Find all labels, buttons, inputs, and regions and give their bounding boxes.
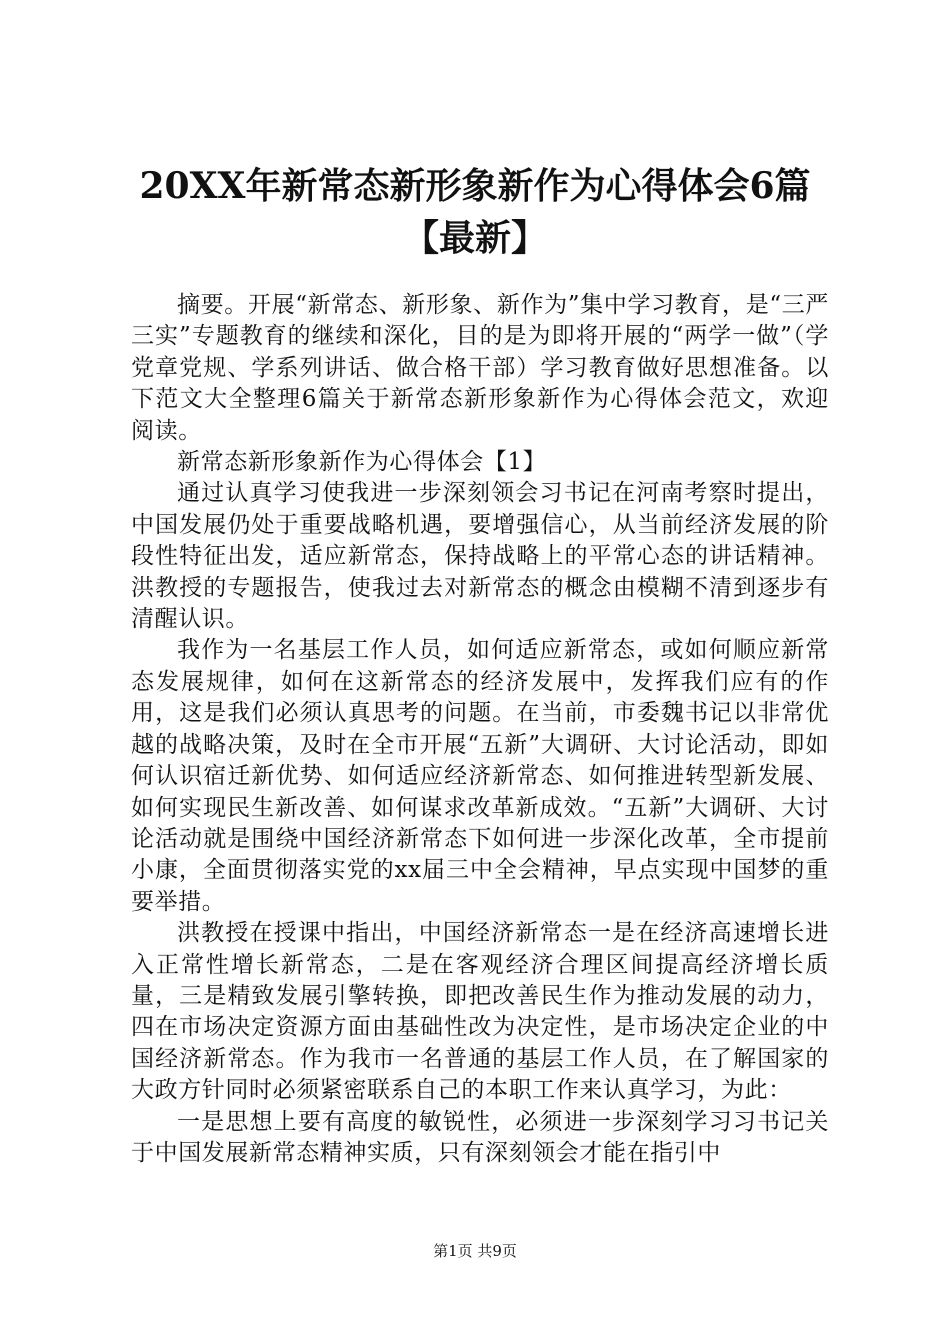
paragraph: 一是思想上要有高度的敏锐性，必须进一步深刻学习习书记关于中国发展新常态精神实质，只有深刻领会才能在指引中 xyxy=(131,1108,829,1166)
document-title: 20XX年新常态新形象新作为心得体会6篇【最新】 xyxy=(139,165,811,259)
page-footer: 第1页 共9页 xyxy=(433,1242,517,1260)
paragraph: 通过认真学习使我进一步深刻领会习书记在河南考察时提出，中国发展仍处于重要战略机遇，要增强信心，从当前经济发展的阶段性特征出发，适应新常态，保持战略上的平常心态的讲话精神。洪教授的专题报告，使我过去对新常态的概念由模糊不清到逐步有清醒认识。 xyxy=(131,480,829,633)
paragraph-abstract: 摘要。开展“新常态、新形象、新作为”集中学习教育，是“三严三实”专题教育的继续和深化，目的是为即将开展的“两学一做”（学党章党规、学系列讲话、做合格干部）学习教育做好思想准备。以下范文大全整理6篇关于新常态新形象新作为心得体会范文，欢迎阅读。 xyxy=(131,292,829,444)
paragraph: 我作为一名基层工作人员，如何适应新常态，或如何顺应新常态发展规律，如何在这新常态的经济发展中，发挥我们应有的作用，这是我们必须认真思考的问题。在当前，市委魏书记以非常优越的战略决策，及时在全市开展“五新”大调研、大讨论活动，即如何认识宿迁新优势、如何适应经济新常态、如何推进转型新发展、如何实现民生新改善、如何谋求改革新成效。“五新”大调研、大讨论活动就是围绕中国经济新常态下如何进一步深化改革，全市提前小康，全面贯彻落实党的xx届三中全会精神，早点实现中国梦的重要举措。 xyxy=(131,637,829,915)
paragraph: 洪教授在授课中指出，中国经济新常态一是在经济高速增长进入正常性增长新常态，二是在客观经济合理区间提高经济增长质量，三是精致发展引擎转换，即把改善民生作为推动发展的动力，四在市场决定资源方面由基础性改为决定性，是市场决定企业的中国经济新常态。作为我市一名普通的基层工作人员，在了解国家的大政方针同时必须紧密联系自己的本职工作来认真学习，为此： xyxy=(131,920,829,1104)
document-body xyxy=(131,290,829,1169)
section-heading: 新常态新形象新作为心得体会【1】 xyxy=(177,449,547,476)
